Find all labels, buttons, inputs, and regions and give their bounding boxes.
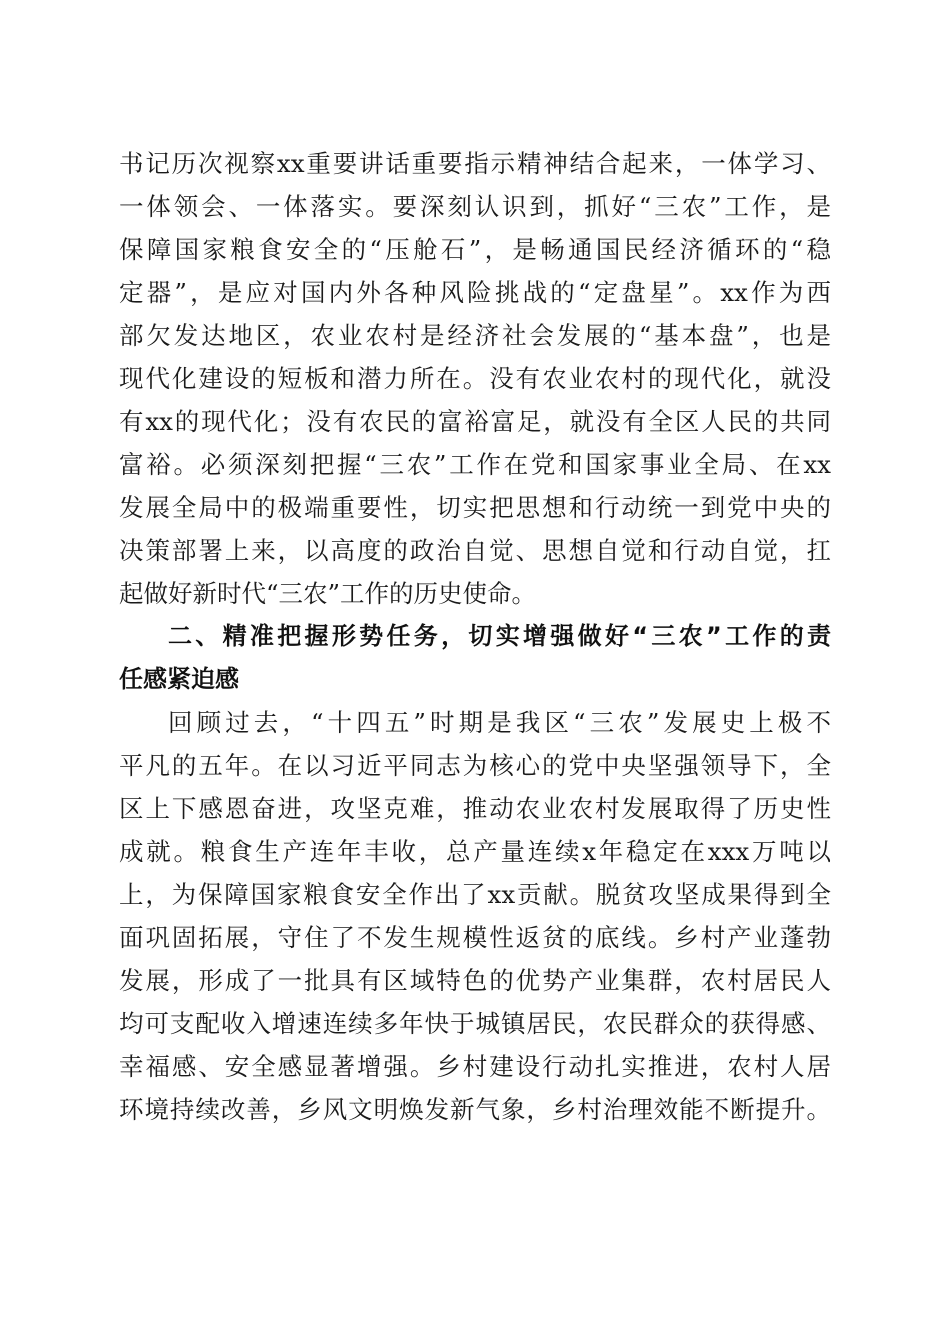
paragraph-line: 一体领会、一体落实。要深刻认识到，抓好“三农”工作，是 [119,192,831,221]
paragraph-2 [119,701,831,1131]
paragraph-line: 决策部署上来，以高度的政治自觉、思想自觉和行动自觉，扛 [119,536,831,565]
paragraph-line: 均可支配收入增速连续多年快于城镇居民，农民群众的获得感、 [119,1009,831,1038]
section-heading-2 [119,615,831,701]
paragraph-line: 幸福感、安全感显著增强。乡村建设行动扎实推进，农村人居 [119,1052,831,1081]
paragraph-line: 起做好新时代“三农”工作的历史使命。 [119,579,537,608]
document-body [119,142,831,1131]
paragraph-line: 回顾过去，“十四五”时期是我区“三农”发展史上极不 [168,708,831,737]
paragraph-line: 区上下感恩奋进，攻坚克难，推动农业农村发展取得了历史性 [119,794,831,823]
paragraph-line: 部欠发达地区，农业农村是经济社会发展的“基本盘”，也是 [119,321,831,350]
paragraph-line: 发展，形成了一批具有区域特色的优势产业集群，农村居民人 [119,966,831,995]
paragraph-line: 书记历次视察xx重要讲话重要指示精神结合起来，一体学习、 [119,149,831,178]
paragraph-line: 富裕。必须深刻把握“三农”工作在党和国家事业全局、在xx [119,450,831,479]
paragraph-line: 上，为保障国家粮食安全作出了xx贡献。脱贫攻坚成果得到全 [119,880,831,909]
heading-line: 二、精准把握形势任务，切实增强做好“三农”工作的责 [168,622,831,650]
paragraph-line: 现代化建设的短板和潜力所在。没有农业农村的现代化，就没 [119,364,831,393]
paragraph-line: 平凡的五年。在以习近平同志为核心的党中央坚强领导下，全 [119,751,831,780]
paragraph-line: 发展全局中的极端重要性，切实把思想和行动统一到党中央的 [119,493,831,522]
paragraph-line: 面巩固拓展，守住了不发生规模性返贫的底线。乡村产业蓬勃 [119,923,831,952]
paragraph-line: 环境持续改善，乡风文明焕发新气象，乡村治理效能不断提升。 [119,1095,831,1124]
paragraph-line: 定器”，是应对国内外各种风险挑战的“定盘星”。xx作为西 [119,278,831,307]
paragraph-line: 成就。粮食生产连年丰收，总产量连续x年稳定在xxx万吨以 [119,837,831,866]
paragraph-1 [119,142,831,615]
paragraph-line: 保障国家粮食安全的“压舱石”，是畅通国民经济循环的“稳 [119,235,831,264]
paragraph-line: 有xx的现代化；没有农民的富裕富足，就没有全区人民的共同 [119,407,831,436]
heading-line: 任感紧迫感 [119,665,239,693]
